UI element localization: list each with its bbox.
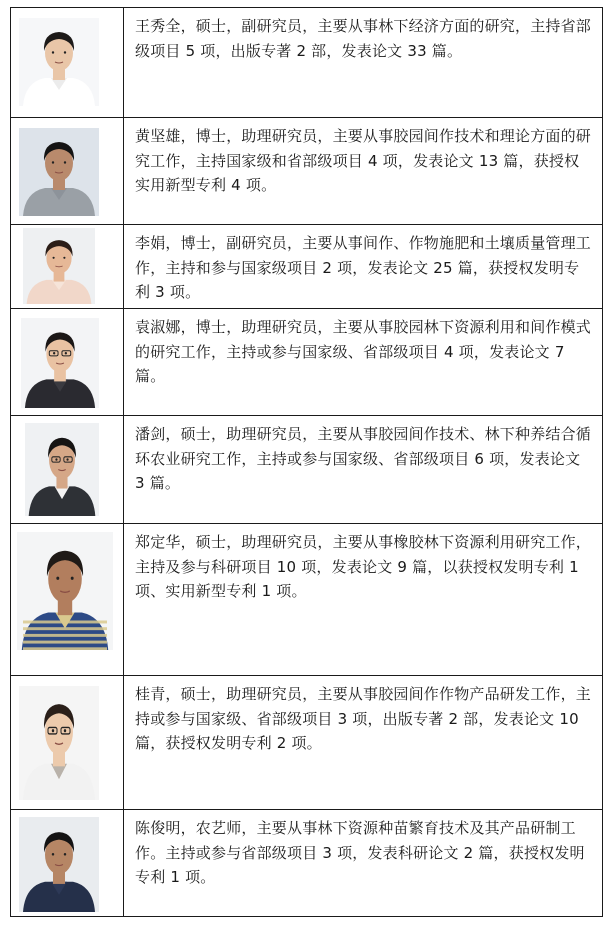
eye xyxy=(66,458,68,461)
eye xyxy=(55,458,57,461)
eye xyxy=(71,577,74,580)
bio-text: 李娟，博士，副研究员，主要从事间作、作物施肥和土壤质量管理工作，主持和参与国家级项目 2 项，发表论文 25 篇，获授权发明专利 3 项。 xyxy=(135,234,592,302)
eye xyxy=(63,257,65,259)
shirt-stripe xyxy=(23,641,107,644)
portrait-photo xyxy=(23,228,95,304)
bio-cell xyxy=(124,225,603,309)
eye xyxy=(52,51,54,53)
table-row xyxy=(11,118,603,225)
eye xyxy=(52,853,54,856)
eye xyxy=(52,729,54,732)
photo-cell xyxy=(11,676,124,810)
portrait-photo xyxy=(17,532,113,650)
bio-text: 郑定华，硕士，助理研究员，主要从事橡胶林下资源利用研究工作，主持及参与科研项目 10 项，发表论文 9 篇，以获授权发明专利 1 项、实用新型专利 1 项。 xyxy=(135,533,592,601)
bio-text: 潘剑，硕士，助理研究员，主要从事胶园间作技术、林下种养结合循环农业研究工作，主持或参与国家级、省部级项目 6 项，发表论文 3 篇。 xyxy=(135,425,592,493)
bio-cell xyxy=(124,309,603,416)
portrait-photo xyxy=(19,18,99,106)
bio-cell xyxy=(124,810,603,917)
eye xyxy=(64,729,66,732)
table-row xyxy=(11,309,603,416)
photo-cell xyxy=(11,416,124,524)
bio-cell xyxy=(124,416,603,524)
eye xyxy=(64,161,66,163)
portrait-photo xyxy=(19,817,99,912)
portrait-photo xyxy=(25,423,99,516)
eye xyxy=(56,577,59,580)
bio-cell xyxy=(124,118,603,225)
eye xyxy=(64,51,66,53)
bio-text: 陈俊明，农艺师，主要从事林下资源种苗繁育技术及其产品研制工作。主持或参与省部级项目 3 项，发表科研论文 2 篇，获授权发明专利 1 项。 xyxy=(135,819,585,887)
photo-cell xyxy=(11,309,124,416)
table-row xyxy=(11,676,603,810)
portrait-photo xyxy=(19,128,99,216)
photo-cell xyxy=(11,225,124,309)
bio-text: 王秀全，硕士，副研究员，主要从事林下经济方面的研究，主持省部级项目 5 项，出版专著 2 部，发表论文 33 篇。 xyxy=(135,17,592,60)
eye xyxy=(52,161,54,163)
photo-cell xyxy=(11,8,124,118)
photo-cell xyxy=(11,118,124,225)
shirt-stripe xyxy=(23,634,107,637)
portrait-photo xyxy=(19,686,99,800)
photo-cell xyxy=(11,810,124,917)
table-row xyxy=(11,225,603,309)
table-row xyxy=(11,8,603,118)
shirt-stripe xyxy=(23,647,107,650)
table-row xyxy=(11,810,603,917)
bio-cell xyxy=(124,8,603,118)
portrait-photo xyxy=(21,318,99,408)
eye xyxy=(65,352,67,354)
staff-table xyxy=(10,7,603,917)
bio-text: 袁淑娜，博士，助理研究员，主要从事胶园林下资源利用和间作模式的研究工作，主持或参与国家级、省部级项目 4 项，发表论文 7 篇。 xyxy=(135,318,592,386)
bio-cell xyxy=(124,676,603,810)
eye xyxy=(53,352,55,354)
bio-text: 桂青，硕士，助理研究员，主要从事胶园间作作物产品研发工作，主持或参与国家级、省部级项目 3 项，出版专著 2 部，发表论文 10 篇，获授权发明专利 2 项。 xyxy=(135,685,592,753)
table-row xyxy=(11,416,603,524)
bio-cell xyxy=(124,524,603,676)
eye xyxy=(53,257,55,259)
photo-cell xyxy=(11,524,124,676)
bio-text: 黄坚雄，博士，助理研究员，主要从事胶园间作技术和理论方面的研究工作，主持国家级和省部级项目 4 项，发表论文 13 篇，获授权实用新型专利 4 项。 xyxy=(135,127,592,195)
table-row xyxy=(11,524,603,676)
eye xyxy=(64,853,66,856)
